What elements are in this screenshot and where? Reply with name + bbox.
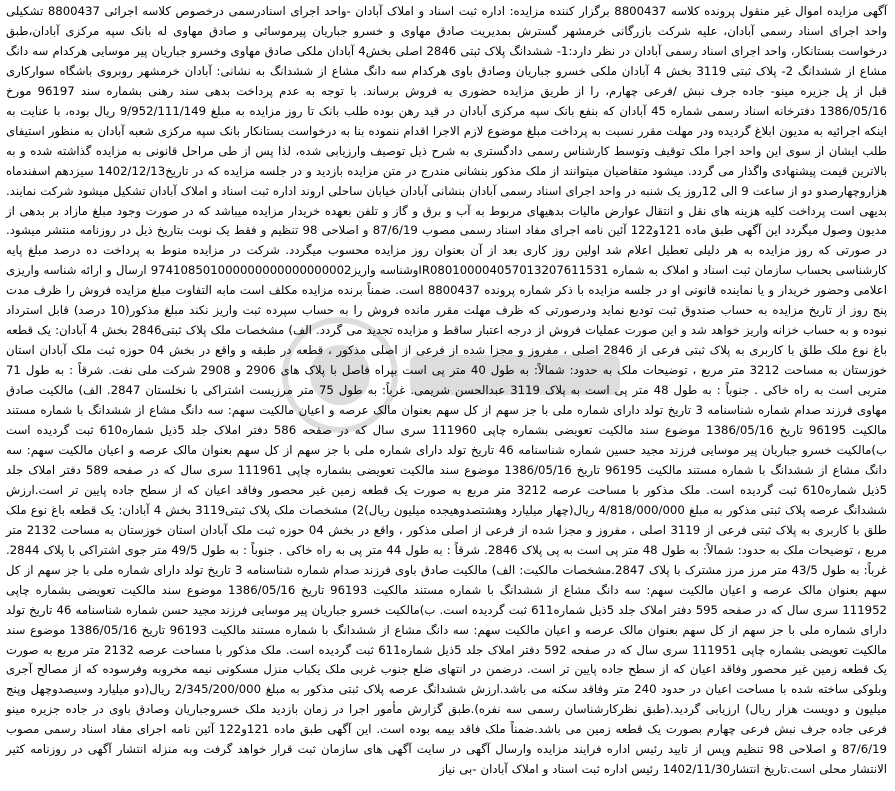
auction-notice-text: آگهی مزایده اموال غیر منقول پرونده کلاسه 8800437 برگزار کننده مزایده: اداره ثبت اسناد و املاک آبادان -واحد اجرای اسنادرسمی درخصوص کلاسه اجرائی 8800437 تشکیلی واحد اجرای اسناد رسمی آبادان، علیه شرکت بازرگانی خرمشهر گسترش بمدیریت صادق مهاوی و خسرو جباریان پیرموسائی و صادق مهاوی له بانک سپه مرکزی آبادان،طبق درخواست بستانکار، واحد اجرای اسناد رسمی آبادان در نظر دارد:1- ششدانگ پلاک ثبتی 2846 اصلی بخش4 آبادان ملکی صادق مهاوی وخسرو جباریان پیر موسایی هرکدام سه دانگ مشاع از ششدانگ 2- پلاک ثبتی 3119 بخش 4 آبادان ملکی خسرو جباریان وصادق باوی هرکدام سه دانگ مشاع از ششدانگ به نشانی: آبادان خرمشهر روبروی باشگاه سوارکاری قبل از پل جزیره مینو- جاده جرف نبش /فرعی چهارم، را از طریق مزایده حضوری به فروش برساند. با توجه به عدم پرداخت بدهی سند رهنی بشماره سند 96197 مورخ 1386/05/16 دفترخانه اسناد رسمی شماره 45 آبادان که بنفع بانک سپه مرکزی آبادان در قید رهن بوده طلب بانک تا روز مزایده به مبلغ 9/952/111/149 ریال بوده، با عنایت به اینکه اجرائیه به مدیون ابلاغ گردیده ودر مهلت مقرر نسبت به پرداخت مبلغ موضوع لازم الاجرا اقدام ننموده بنا به درخواست بستانکار بانک سپه مرکزی شعبه آبادان به منظور استیفای طلب ایشان از سوی این واحد اجرا ملک توقیف وتوسط کارشناس رسمی دادگستری به شرح ذیل توصیف وارزیابی شده، لذا پس از طی مراحل قانونی به مزایده گذاشته شده و به بالاترین قیمت پیشنهادی واگذار می گردد. میشود متقاضیان میتوانند از ملک مذکور بنشانی مندرج در متن مزایده بازدید و در جلسه مزایده که در تاریخ1402/12/13 سیزدهم اسفندماه هزاروچهارصدو دو از ساعت 9 الی 12روز یک شنبه در واحد اجرای اسناد رسمی آبادان بنشانی آبادان خیابان ساحلی اروند اداره ثبت اسناد و املاک آبادان تشکیل میشود شرکت نمایند. بدیهی است پرداخت کلیه هزینه های نقل و انتقال عوارض مالیات بدهیهای مربوط به آب و برق و گاز و تلفن بعهده خریدار مزایده میباشد که در صورت وجود مبلغ مازاد بر بدهی از مدیون وصول میگردد این آگهی طبق ماده 121و122 آئین نامه اجرای مفاد اسناد رسمی مصوب 87/6/19 و اصلاحی 98 تنظیم و فقط یک نوبت بتاریخ ذیل در روزنامه منتشر میشود. در صورتی که روز مزایده به هر دلیلی تعطیل اعلام شد اولین روز کاری بعد از آن بعنوان روز مزایده محسوب میگردد. شرکت در مزایده منوط به پرداخت ده درصد مبلغ پایه کارشناسی بحساب سازمان ثبت اسناد و املاک به شماره IR080100004057013207611531وشناسه واریز974108501000000000000000002 ارسال و ارائه شناسه واریزی اعلامی وحضور خریدار و یا نماینده قانونی او در جلسه مزایده با ذکر شماره پرونده 8800437 است. ضمناً برنده مزایده مکلف است مابه التفاوت مبلغ مزایده فروش را ظرف مدت پنج روز از تاریخ مزایده به حساب صندوق ثبت تودیع نماید ودرصورتی که ظرف مهلت مقرر مانده فروش را به حساب سپرده ثبت واریز نکند مبلغ مذکور(10 درصد) قابل استرداد نبوده و به حساب خزانه واریز خواهد شد و این صورت عملیات فروش از درجه اعتبار ساقط و مزایده تجدید می گردد. الف) مشخصات ملک پلاک ثبتی2846 بخش 4 آبادان: یک قطعه باغ نوع ملک طلق با کاربری به پلاک ثبتی فرعی از 2846 اصلی ، مفروز و مجزا شده از فرعی از اصلی مذکور ، قطعه در طبقه و واقع در بخش 04 حوزه ثبت ملک آبادان استان خوزستان به مساحت 3212 متر مربع ، توضیحات ملک به حدود: شمالاً: به طول 40 متر پی است بپراه فاصل با پلاک های 2906 و 2908 شرکت ملی نفت. شرقاً : به طول 71 متریی است به راه خاکی . جنوباً : به طول 48 متر پی است به پلاک 3119 عبدالحسن شریمی. غرباً: به طول 75 متر مرزیست اشتراکی با نخلستان 2847. الف) مالکیت صادق مهاوی فرزند صدام شماره شناسنامه 3 تاریخ تولد دارای شماره ملی با جز سهم از کل سهم بعنوان مالک عرصه و اعیان مالکیت سهم: سه دانگ مشاع از ششدانگ با شماره مستند مالکیت 96195 تاریخ 1386/05/16 موضوع سند مالکیت تعویضی بشماره چاپی 111960 سری سال که در صفحه 586 دفتر املاک جلد 5ذیل شماره610 ثبت گردیده است ب)مالکیت خسرو جباریان پیر موسایی فرزند مجید حسین شماره شناسنامه 46 تاریخ تولد دارای شماره ملی با جز سهم از کل سهم بعنوان مالک عرصه و اعیان مالکیت سهم: سه دانگ مشاع از ششدانگ با شماره مستند مالکیت 96195 تاریخ 1386/05/16 موضوع سند مالکیت تعویضی بشماره چاپی 111961 سری سال که در صفحه 589 دفتر املاک جلد 5ذیل شماره610 ثبت گردیده است. ملک مذکور با مساحت عرصه 3212 متر مربع به صورت یک قطعه زمین غیر محصور وفاقد اعیان که از سطح جاده پایین تر است.ارزش ششدانگ عرصه پلاک ثبتی مذکور به مبلغ 4/818/000/000 ریال(چهار میلیارد وهشتصدوهیجده میلیون ریال)2) مشخصات ملک پلاک ثبتی3119 بخش 4 آبادان: یک قطعه باغ نوع ملک طلق با کاربری به پلاک ثبتی فرعی از 3119 اصلی ، مفروز و مجزا شده از فرعی از اصلی مذکور ، واقع در بخش 04 حوزه ثبت ملک آبادان استان خوزستان به مساحت 2132 متر مربع ، توضیحات ملک به حدود: شمالاً: به طول 48 متر پی است به پی پلاک 2846. شرقاً : به طول 44 متر پی به راه خاکی . جنوباً : به طول 49/5 متر جوی اشتراکی با پلاک 2844. غرباً: به طول 43/5 متر مرز مرز مشترک با پلاک 2847.مشخصات مالکیت: الف) مالکیت صادق باوی فرزند صدام شماره شناسنامه 3 تاریخ تولد دارای شماره ملی با جز سهم از کل سهم بعنوان مالک عرصه و اعیان مالکیت سهم: سه دانگ مشاع از ششدانگ با شماره مستند مالکیت 96193 تاریخ 1386/05/16 موضوع سند مالکیت تعویضی بشماره چاپی 111952 سری سال که در صفحه 595 دفتر املاک جلد 5ذیل شماره611 ثبت گردیده است. ب)مالکیت خسرو جباریان پیر موسایی فرزند مجید حسن شماره شناسنامه 46 تاریخ تولد دارای شماره ملی با جز سهم از کل سهم بعنوان مالک عرصه و اعیان مالکیت سهم: سه دانگ مشاع از ششدانگ با شماره مستند مالکیت 96193 تاریخ 1386/05/16 موضوع سند مالکیت تعویضی بشماره چاپی 111951 سری سال که در صفحه 592 دفتر املاک جلد 5ذیل شماره611 ثبت گردیده است. ملک مذکور با مساحت عرصه 2132 متر مربع به صورت یک قطعه زمین غیر محصور وفاقد اعیان که از سطح جاده پایین تر است. درضمن در انتهای ضلع جنوب غربی ملک یکباب منزل مسکونی نیمه مخروبه وفرسوده که از مصالح آجری وبلوکی ساخته شده با مساحت اعیان در حدود 240 متر وفاقد سکنه می باشد.ارزش ششدانگ عرصه پلاک ثبتی مذکور به مبلغ 2/345/200/000 ریال(دو میلیارد وسیصدوچهل وپنج میلیون و دویست هزار ریال) ارزیابی گردید.(طبق نظرکارشناسان رسمی سه نفره).طبق گزارش مأمور اجرا در زمان بازدید ملک خسروجباریان وصادق باوی در جاده جزیره مینو فرعی جاده جرف نبش فرعی چهارم بصورت یک قطعه زمین می باشد.ضمناً ملک فاقد بیمه بوده است. این آگهی طبق ماده 121و122 آئین نامه اجرای مفاد اسناد رسمی مصوب 87/6/19 و اصلاحی 98 تنظیم وپس از تایید رئیس اداره فرایند مزایده وارسال آگهی در سایت آگهی های سازمان ثبت قرار خواهد گرفت وبه منزله انتشار آگهی در روزنامه کثیر الانتشار محلی است.تاریخ انتشار1402/11/30 رئیس اداره ثبت اسناد و املاک آبادان -بی نیاز bbox=[6, 4, 888, 777]
